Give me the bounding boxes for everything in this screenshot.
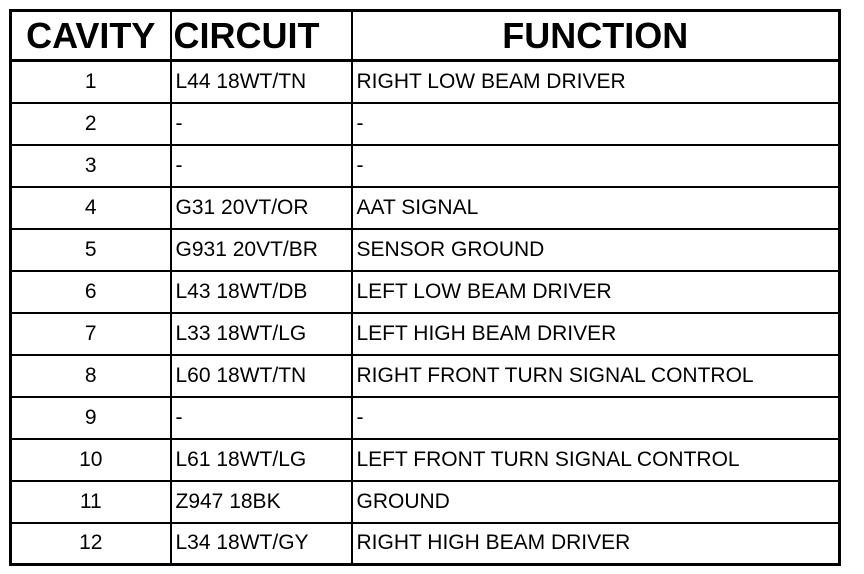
cell-circuit: - (171, 145, 352, 187)
cell-cavity: 4 (11, 187, 171, 229)
cell-circuit: L33 18WT/LG (171, 313, 352, 355)
table-row (11, 271, 840, 313)
cell-circuit: - (171, 103, 352, 145)
table-row (11, 229, 840, 271)
cell-circuit: - (171, 397, 352, 439)
cell-function: - (352, 397, 840, 439)
cell-function: - (352, 103, 840, 145)
cell-cavity: 1 (11, 61, 171, 103)
cell-circuit: L43 18WT/DB (171, 271, 352, 313)
table-row (11, 355, 840, 397)
header-circuit: CIRCUIT (171, 11, 352, 61)
header-cavity: CAVITY (11, 11, 171, 61)
cell-function: LEFT LOW BEAM DRIVER (352, 271, 840, 313)
cell-function: RIGHT FRONT TURN SIGNAL CONTROL (352, 355, 840, 397)
cell-circuit: L44 18WT/TN (171, 61, 352, 103)
table-row (11, 61, 840, 103)
cell-function: LEFT HIGH BEAM DRIVER (352, 313, 840, 355)
cell-circuit: G931 20VT/BR (171, 229, 352, 271)
table-row (11, 103, 840, 145)
table-row (11, 145, 840, 187)
cell-function: RIGHT HIGH BEAM DRIVER (352, 523, 840, 565)
cell-cavity: 11 (11, 481, 171, 523)
table-header-row (11, 11, 840, 61)
header-function: FUNCTION (352, 11, 840, 61)
cell-circuit: Z947 18BK (171, 481, 352, 523)
cell-circuit: L60 18WT/TN (171, 355, 352, 397)
cell-function: RIGHT LOW BEAM DRIVER (352, 61, 840, 103)
table-body (11, 61, 840, 565)
cell-cavity: 3 (11, 145, 171, 187)
cell-function: - (352, 145, 840, 187)
cell-cavity: 5 (11, 229, 171, 271)
cell-cavity: 8 (11, 355, 171, 397)
cell-circuit: L34 18WT/GY (171, 523, 352, 565)
cell-cavity: 6 (11, 271, 171, 313)
cell-function: GROUND (352, 481, 840, 523)
table-row (11, 397, 840, 439)
cell-function: LEFT FRONT TURN SIGNAL CONTROL (352, 439, 840, 481)
connector-pinout-table (9, 9, 841, 566)
table-row (11, 523, 840, 565)
table-row (11, 187, 840, 229)
cell-cavity: 9 (11, 397, 171, 439)
table-row (11, 481, 840, 523)
cell-function: AAT SIGNAL (352, 187, 840, 229)
table-row (11, 439, 840, 481)
table-row (11, 313, 840, 355)
cell-function: SENSOR GROUND (352, 229, 840, 271)
cell-cavity: 10 (11, 439, 171, 481)
cell-cavity: 2 (11, 103, 171, 145)
cell-cavity: 7 (11, 313, 171, 355)
cell-circuit: L61 18WT/LG (171, 439, 352, 481)
cell-circuit: G31 20VT/OR (171, 187, 352, 229)
cell-cavity: 12 (11, 523, 171, 565)
